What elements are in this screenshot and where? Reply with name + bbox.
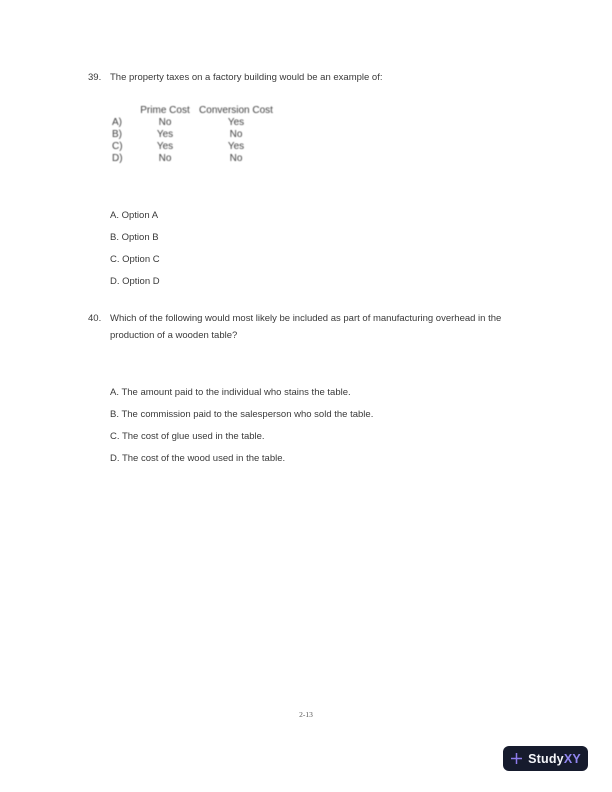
question-39-option-c: C. Option C	[110, 254, 160, 265]
question-40-option-b: B. The commission paid to the salesperson who sold the table.	[110, 409, 374, 420]
grid-header-prime-cost: Prime Cost	[140, 105, 190, 116]
plus-icon	[510, 752, 523, 765]
grid-cell-conversion: No	[229, 129, 243, 140]
question-39-option-b: B. Option B	[110, 232, 159, 243]
logo-text-study: Study	[528, 751, 564, 766]
grid-cell-prime: No	[158, 117, 172, 128]
question-40-number: 40.	[88, 313, 102, 324]
question-40-options	[110, 382, 373, 470]
question-40-option-a: A. The amount paid to the individual who stains the table.	[110, 387, 351, 398]
logo-wordmark	[528, 752, 581, 766]
question-40-text	[110, 313, 501, 347]
grid-cell-prime: No	[158, 153, 172, 164]
grid-cell-conversion: Yes	[227, 141, 245, 152]
question-39-text: The property taxes on a factory building would be an example of:	[110, 72, 383, 83]
question-40	[88, 313, 501, 347]
grid-cell-conversion: Yes	[227, 117, 245, 128]
grid-header-conversion-cost: Conversion Cost	[199, 105, 273, 116]
question-39-answer-grid-image	[110, 105, 278, 165]
studyxy-logo	[503, 746, 588, 771]
question-40-option-c: C. The cost of glue used in the table.	[110, 431, 265, 442]
grid-row-label: C)	[112, 141, 123, 152]
grid-cell-prime: Yes	[156, 141, 174, 152]
question-39-options	[110, 205, 160, 293]
question-39-number: 39.	[88, 72, 102, 83]
grid-row-label: B)	[112, 129, 122, 140]
question-40-text-line-1: Which of the following would most likely be included as part of manufacturing overhead in the	[110, 313, 502, 324]
grid-cell-conversion: No	[229, 153, 243, 164]
question-40-option-d: D. The cost of the wood used in the table.	[110, 453, 286, 464]
page-number: 2-13	[299, 710, 313, 719]
logo-text-xy: XY	[563, 751, 581, 766]
question-40-text-line-2: production of a wooden table?	[110, 330, 238, 341]
grid-row-label: D)	[112, 153, 123, 164]
question-39-option-d: D. Option D	[110, 276, 160, 287]
grid-cell-prime: Yes	[156, 129, 174, 140]
question-39-option-a: A. Option A	[110, 210, 159, 221]
question-39	[88, 72, 383, 84]
grid-row-label: A)	[112, 117, 122, 128]
grid-corner-cell	[110, 105, 136, 117]
